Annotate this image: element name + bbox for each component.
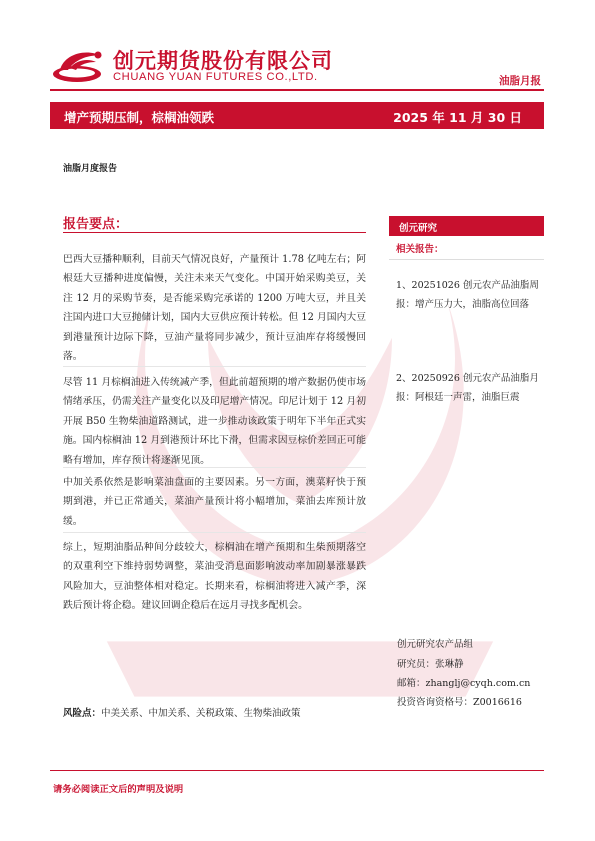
risk-points: [63, 705, 301, 719]
report-title: 增产预期压制，棕榈油领跌: [64, 110, 215, 125]
company-name-en: CHUANG YUAN FUTURES CO.,LTD.: [113, 71, 318, 83]
paragraph-divider: [63, 366, 366, 367]
company-logo-icon: [50, 46, 108, 84]
research-team: 创元研究农产品组: [397, 639, 474, 650]
footer-divider: [50, 770, 544, 771]
company-name-cn: 创元期货股份有限公司: [113, 49, 333, 73]
researcher-name: 研究员：张琳静: [397, 659, 464, 670]
key-point-paragraph: 综上，短期油脂品种间分歧较大，棕榈油在增产预期和生柴预期落空的双重利空下维持弱势调整，菜油受消息面影响波动率加剧暴涨暴跌风险加大，豆油整体相对稳定。长期来看，棕榈油将进入减产季，深跌后预计将企稳。建议回调企稳后在远月寻找多配机会。: [63, 542, 366, 612]
related-reports-heading: 相关报告：: [396, 244, 444, 255]
header-divider: [50, 89, 544, 91]
footer-disclaimer: 请务必阅读正文后的声明及说明: [53, 784, 184, 795]
title-banner: [50, 102, 544, 129]
sidebar-divider: [389, 259, 544, 260]
key-points-heading: 报告要点：: [63, 217, 129, 232]
sidebar-header-label: 创元研究: [399, 223, 438, 234]
paragraph-divider: [63, 467, 366, 468]
document-category-label: 油脂月度报告: [63, 164, 118, 174]
key-point-paragraph: 中加关系依然是影响菜油盘面的主要因素。另一方面，澳菜籽快于预期到港，并已正常通关，菜油产量预计将小幅增加，菜油去库预计放缓。: [63, 477, 366, 527]
license-number: 投资咨询资格号：Z0016616: [397, 697, 522, 708]
report-date: 2025 年 11 月 30 日: [393, 110, 522, 125]
key-points-divider: [63, 232, 366, 233]
related-report-item: 1、20251026 创元农产品油脂周报：增产压力大，油脂高位回落: [396, 280, 539, 311]
sidebar-header: [389, 216, 544, 236]
researcher-email: 邮箱：zhanglj@cyqh.com.cn: [397, 678, 531, 689]
paragraph-divider: [63, 532, 366, 533]
key-point-paragraph: 尽管 11 月棕榈油进入传统减产季，但此前超预期的增产数据仍使市场情绪承压，仍需关注产量变化以及印尼增产情况。印尼计划于 12 月初开展 B50 生物柴油道路测试，进一步推动该政策于明年下半年正式实施。国内棕榈油 12 月到港预计环比下滑，但需求因豆棕价差回正可能略有增加，库存预计将逐渐见顶。: [63, 377, 366, 466]
risk-text: 中美关系、中加关系、关税政策、生物柴油政策: [101, 708, 301, 719]
key-point-paragraph: 巴西大豆播种顺利，目前天气情况良好，产量预计 1.78 亿吨左右；阿根廷大豆播种进度偏慢，关注未来天气变化。中国开始采购美豆，关注 12 月的采购节奏，是否能采购完承诺的 1200 万吨大豆，并且关注国内进口大豆抛储计划，国内大豆供应预计转松。但 12 月国内大豆到港量预计边际下降，豆油产量将同步减少，预计豆油库存将缓慢回落。: [63, 254, 366, 363]
risk-label: 风险点：: [63, 708, 102, 719]
report-type-label: 油脂月报: [499, 75, 541, 87]
related-report-item: 2、20250926 创元农产品油脂月报：阿根廷一声雷，油脂巨震: [396, 373, 539, 404]
